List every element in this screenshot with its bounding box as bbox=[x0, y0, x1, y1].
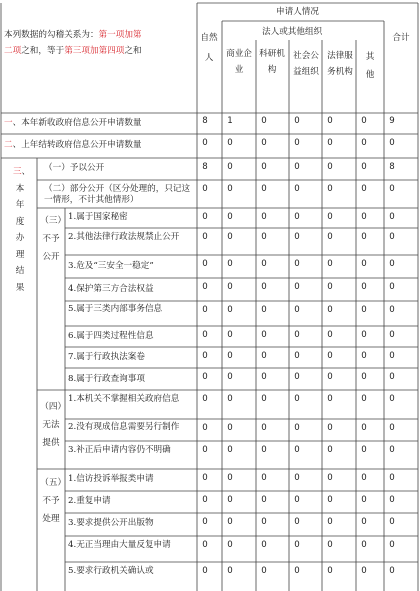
value-cell: 0 bbox=[389, 212, 395, 222]
value-cell: 0 bbox=[261, 162, 267, 172]
item-label: 3.危及“三安全一稳定” bbox=[68, 261, 154, 271]
value-cell: 0 bbox=[361, 540, 367, 550]
value-cell: 0 bbox=[227, 232, 233, 242]
value-cell: 0 bbox=[361, 351, 367, 361]
value-cell: 0 bbox=[361, 184, 367, 194]
value-cell: 0 bbox=[227, 495, 233, 505]
value-cell: 0 bbox=[389, 445, 395, 455]
applicant-status-title: 申请人情况 bbox=[276, 7, 319, 17]
value-cell: 0 bbox=[327, 232, 333, 242]
value-cell: 0 bbox=[327, 330, 333, 340]
note-mid: 之和，等于 bbox=[21, 46, 65, 56]
value-cell: 0 bbox=[361, 517, 367, 527]
value-cell: 0 bbox=[361, 282, 367, 292]
value-cell: 0 bbox=[327, 138, 333, 148]
col-social: 社会公益组织 bbox=[293, 51, 319, 77]
row-new-prefix: 一 bbox=[4, 118, 13, 128]
col-commercial: 商业企业 bbox=[226, 49, 252, 75]
col-other: 其他 bbox=[365, 52, 375, 80]
value-cell: 0 bbox=[389, 423, 395, 433]
not-open-group-label: （三）不予公开 bbox=[40, 216, 62, 262]
value-cell: 0 bbox=[327, 495, 333, 505]
value-cell: 0 bbox=[361, 445, 367, 455]
value-cell: 0 bbox=[327, 473, 333, 483]
value-cell: 0 bbox=[327, 566, 333, 576]
value-cell: 0 bbox=[202, 232, 208, 242]
value-cell: 0 bbox=[294, 330, 300, 340]
value-cell: 0 bbox=[227, 423, 233, 433]
value-cell: 0 bbox=[294, 305, 300, 315]
value-cell: 0 bbox=[227, 372, 233, 382]
value-cell: 0 bbox=[361, 138, 367, 148]
value-cell: 0 bbox=[202, 330, 208, 340]
value-cell: 0 bbox=[227, 138, 233, 148]
value-cell: 0 bbox=[361, 394, 367, 404]
cannot-group-label: （四）无法提供 bbox=[40, 402, 62, 448]
value-cell: 0 bbox=[294, 423, 300, 433]
value-cell: 0 bbox=[261, 259, 267, 269]
value-cell: 0 bbox=[227, 445, 233, 455]
value-cell: 0 bbox=[294, 212, 300, 222]
value-cell: 0 bbox=[202, 305, 208, 315]
partial-label: （二）部分公开（区分处理的，只记这一情形，不计其他情形） bbox=[44, 184, 191, 205]
value-cell: 0 bbox=[227, 473, 233, 483]
value-cell: 0 bbox=[202, 445, 208, 455]
value-cell: 0 bbox=[261, 212, 267, 222]
value-cell: 0 bbox=[327, 305, 333, 315]
row-carryover-prefix: 二 bbox=[4, 140, 13, 150]
value-cell: 0 bbox=[202, 473, 208, 483]
item-label: 3.要求提供公开出版物 bbox=[68, 518, 154, 528]
value-cell: 0 bbox=[227, 566, 233, 576]
value-cell: 0 bbox=[389, 351, 395, 361]
value-cell: 0 bbox=[202, 259, 208, 269]
value-cell: 0 bbox=[227, 540, 233, 550]
item-label: 7.属于行政执法案卷 bbox=[68, 352, 145, 362]
value-cell: 0 bbox=[227, 305, 233, 315]
value-cell: 0 bbox=[261, 394, 267, 404]
value-cell: 0 bbox=[294, 259, 300, 269]
value-cell: 0 bbox=[261, 566, 267, 576]
row-results-prefix: 三 bbox=[13, 167, 22, 177]
value-cell: 0 bbox=[327, 540, 333, 550]
item-label: 2.没有现成信息需要另行制作 bbox=[68, 422, 180, 432]
value-cell: 0 bbox=[361, 566, 367, 576]
value-cell: 0 bbox=[294, 138, 300, 148]
value-cell: 0 bbox=[261, 305, 267, 315]
value-cell: 0 bbox=[261, 330, 267, 340]
value-cell: 0 bbox=[294, 282, 300, 292]
col-legal-service: 法律服务机构 bbox=[327, 51, 353, 77]
value-cell: 8 bbox=[202, 116, 208, 126]
value-cell: 0 bbox=[327, 282, 333, 292]
note-block bbox=[4, 27, 196, 59]
value-cell: 0 bbox=[361, 232, 367, 242]
value-cell: 0 bbox=[389, 566, 395, 576]
value-cell: 0 bbox=[294, 162, 300, 172]
note-text-1: 本列数据的勾稽关系为： bbox=[4, 30, 99, 40]
value-cell: 0 bbox=[202, 212, 208, 222]
value-cell: 0 bbox=[389, 540, 395, 550]
value-cell: 0 bbox=[389, 330, 395, 340]
value-cell: 0 bbox=[361, 212, 367, 222]
value-cell: 0 bbox=[327, 394, 333, 404]
value-cell: 0 bbox=[327, 351, 333, 361]
value-cell: 0 bbox=[389, 282, 395, 292]
legal-persons-title: 法人或其他组织 bbox=[262, 27, 323, 37]
value-cell: 0 bbox=[227, 212, 233, 222]
value-cell: 0 bbox=[227, 394, 233, 404]
value-cell: 0 bbox=[202, 372, 208, 382]
value-cell: 0 bbox=[261, 495, 267, 505]
value-cell: 0 bbox=[261, 282, 267, 292]
value-cell: 0 bbox=[294, 566, 300, 576]
item-label: 4.无正当理由大量反复申请 bbox=[68, 540, 171, 550]
value-cell: 0 bbox=[202, 495, 208, 505]
value-cell: 0 bbox=[261, 116, 267, 126]
value-cell: 0 bbox=[361, 473, 367, 483]
item-label: 5.属于三类内部事务信息 bbox=[68, 304, 163, 314]
item-label: 8.属于行政查询事项 bbox=[68, 374, 145, 384]
col-total: 合计 bbox=[392, 33, 410, 43]
value-cell: 0 bbox=[294, 445, 300, 455]
value-cell: 0 bbox=[361, 372, 367, 382]
value-cell: 8 bbox=[389, 162, 395, 172]
value-cell: 0 bbox=[261, 517, 267, 527]
item-label: 2.其他法律行政法规禁止公开 bbox=[68, 232, 180, 242]
value-cell: 0 bbox=[389, 138, 395, 148]
item-label: 1.本机关不掌握相关政府信息 bbox=[68, 394, 180, 404]
value-cell: 0 bbox=[261, 184, 267, 194]
value-cell: 0 bbox=[261, 138, 267, 148]
value-cell: 0 bbox=[389, 372, 395, 382]
value-cell: 0 bbox=[227, 517, 233, 527]
value-cell: 8 bbox=[202, 162, 208, 172]
value-cell: 0 bbox=[294, 232, 300, 242]
value-cell: 0 bbox=[389, 473, 395, 483]
note-end: 之和 bbox=[124, 46, 142, 56]
value-cell: 0 bbox=[389, 259, 395, 269]
item-label: 6.属于四类过程性信息 bbox=[68, 331, 154, 341]
open-label: （一）予以公开 bbox=[44, 163, 105, 173]
value-cell: 0 bbox=[327, 212, 333, 222]
value-cell: 0 bbox=[202, 540, 208, 550]
value-cell: 0 bbox=[389, 232, 395, 242]
value-cell: 0 bbox=[294, 517, 300, 527]
row-new-label: 一、本年新收政府信息公开申请数量 bbox=[4, 118, 142, 128]
value-cell: 1 bbox=[227, 116, 233, 126]
value-cell: 0 bbox=[327, 162, 333, 172]
value-cell: 0 bbox=[327, 259, 333, 269]
value-cell: 0 bbox=[294, 372, 300, 382]
value-cell: 0 bbox=[294, 116, 300, 126]
row-carryover-label: 二、上年结转政府信息公开申请数量 bbox=[4, 140, 142, 150]
value-cell: 0 bbox=[361, 305, 367, 315]
note-red-3: 第三项加第四项 bbox=[64, 46, 125, 56]
value-cell: 0 bbox=[389, 517, 395, 527]
item-label: 5.要求行政机关确认或 bbox=[68, 566, 154, 576]
value-cell: 0 bbox=[361, 330, 367, 340]
value-cell: 0 bbox=[202, 184, 208, 194]
value-cell: 0 bbox=[227, 351, 233, 361]
value-cell: 0 bbox=[361, 495, 367, 505]
value-cell: 0 bbox=[294, 495, 300, 505]
value-cell: 0 bbox=[261, 423, 267, 433]
value-cell: 0 bbox=[227, 259, 233, 269]
value-cell: 0 bbox=[327, 445, 333, 455]
value-cell: 0 bbox=[327, 116, 333, 126]
note-red-1: 第一项加第 bbox=[98, 30, 142, 40]
value-cell: 0 bbox=[202, 423, 208, 433]
value-cell: 0 bbox=[261, 232, 267, 242]
value-cell: 0 bbox=[361, 162, 367, 172]
value-cell: 0 bbox=[361, 423, 367, 433]
value-cell: 0 bbox=[261, 445, 267, 455]
value-cell: 0 bbox=[294, 394, 300, 404]
item-label: 3.补正后申请内容仍不明确 bbox=[68, 445, 171, 455]
value-cell: 0 bbox=[327, 372, 333, 382]
value-cell: 0 bbox=[361, 259, 367, 269]
value-cell: 0 bbox=[202, 282, 208, 292]
value-cell: 0 bbox=[294, 351, 300, 361]
value-cell: 0 bbox=[202, 394, 208, 404]
value-cell: 0 bbox=[294, 540, 300, 550]
value-cell: 0 bbox=[202, 138, 208, 148]
value-cell: 0 bbox=[389, 305, 395, 315]
item-label: 4.保护第三方合法权益 bbox=[68, 284, 154, 294]
value-cell: 0 bbox=[261, 473, 267, 483]
value-cell: 0 bbox=[202, 351, 208, 361]
value-cell: 0 bbox=[227, 282, 233, 292]
value-cell: 0 bbox=[389, 495, 395, 505]
value-cell: 0 bbox=[261, 540, 267, 550]
value-cell: 0 bbox=[202, 566, 208, 576]
value-cell: 0 bbox=[327, 517, 333, 527]
note-red-2: 二项 bbox=[4, 46, 22, 56]
value-cell: 0 bbox=[327, 423, 333, 433]
col-natural: 自然人 bbox=[200, 33, 218, 63]
row-results-label: 三、本年度办理结果 bbox=[13, 167, 31, 293]
not-processed-group-label: （五）不予处理 bbox=[40, 478, 62, 524]
item-label: 2.重复申请 bbox=[68, 496, 111, 506]
value-cell: 0 bbox=[202, 517, 208, 527]
value-cell: 9 bbox=[389, 116, 395, 126]
value-cell: 0 bbox=[227, 330, 233, 340]
value-cell: 0 bbox=[227, 184, 233, 194]
value-cell: 0 bbox=[361, 116, 367, 126]
value-cell: 0 bbox=[261, 372, 267, 382]
value-cell: 0 bbox=[389, 184, 395, 194]
value-cell: 0 bbox=[227, 162, 233, 172]
value-cell: 0 bbox=[294, 473, 300, 483]
col-research: 科研机构 bbox=[259, 49, 285, 75]
item-label: 1.属于国家秘密 bbox=[68, 212, 128, 222]
value-cell: 0 bbox=[294, 184, 300, 194]
item-label: 1.信访投诉举报类申请 bbox=[68, 474, 154, 484]
value-cell: 0 bbox=[261, 351, 267, 361]
value-cell: 0 bbox=[327, 184, 333, 194]
value-cell: 0 bbox=[389, 394, 395, 404]
